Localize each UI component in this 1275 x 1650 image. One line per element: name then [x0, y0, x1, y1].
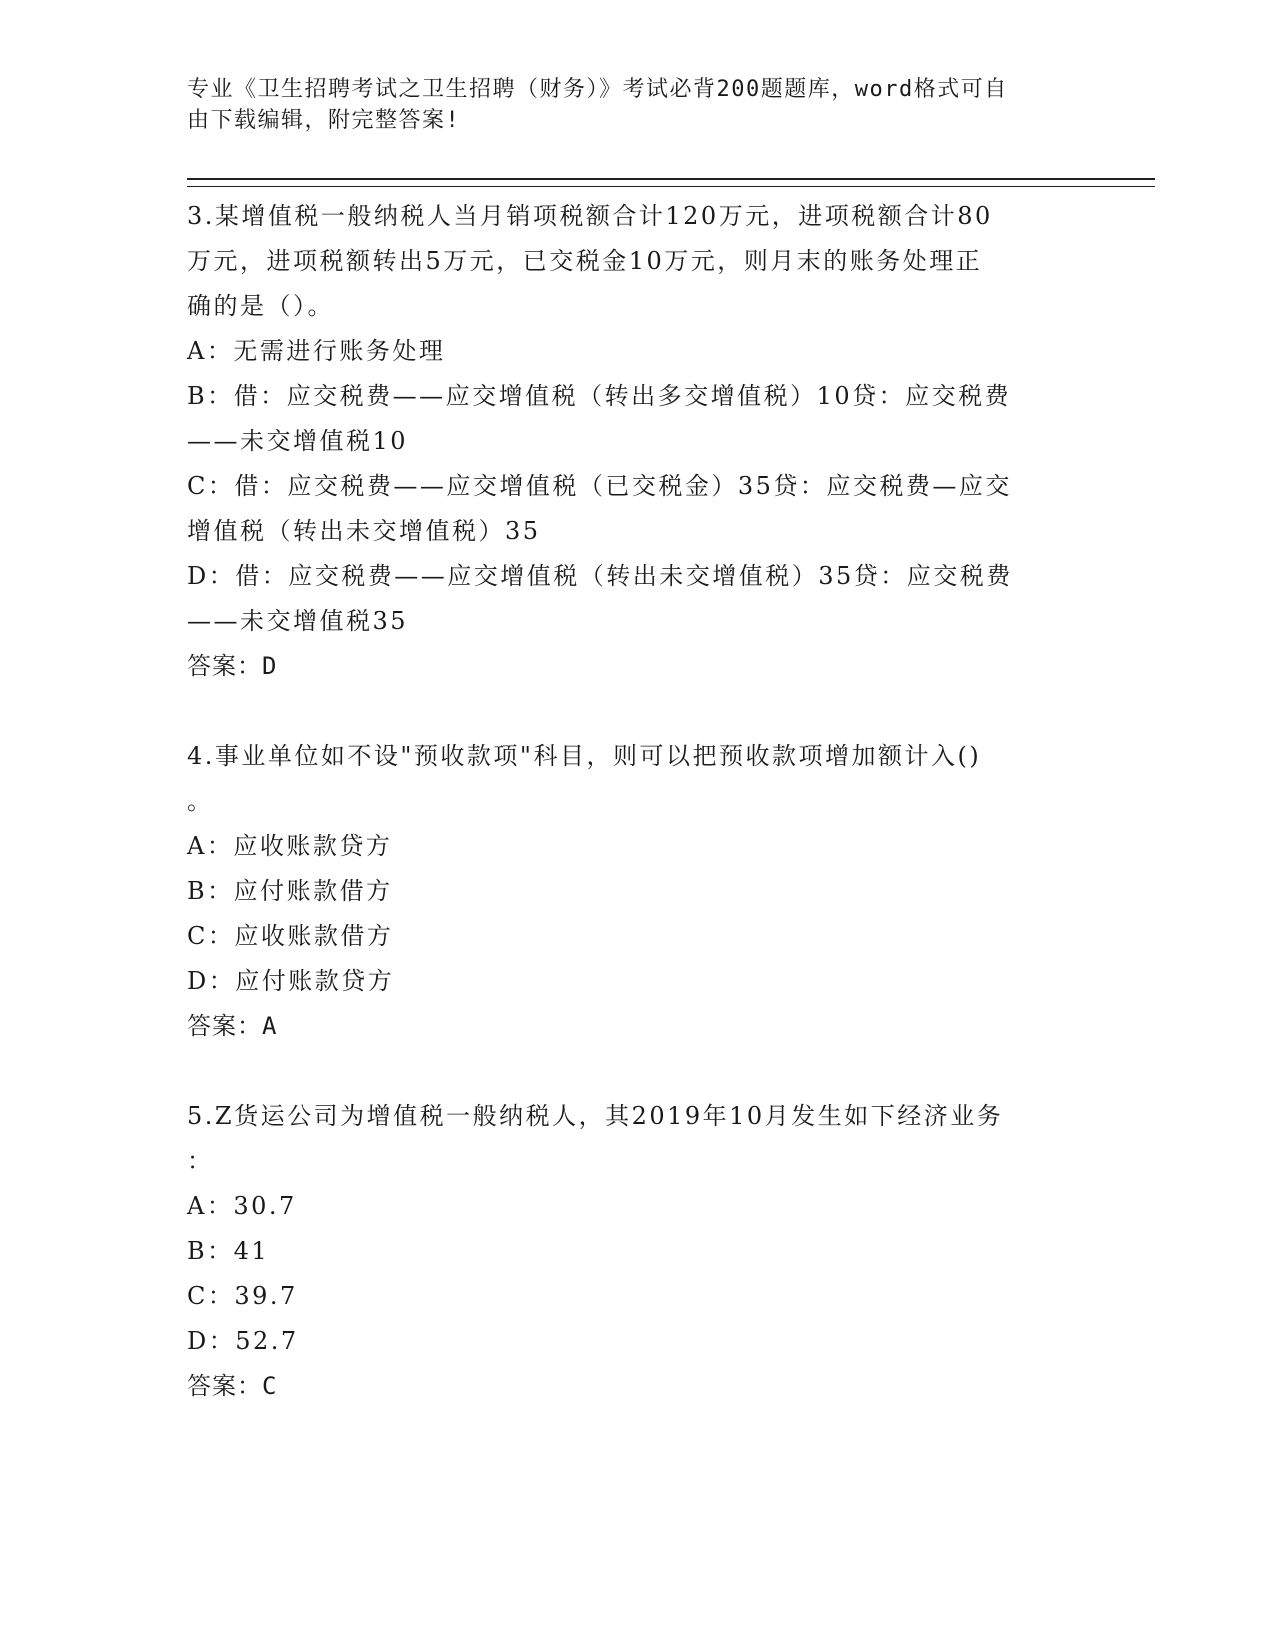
option-b: B：应付账款借方 — [187, 877, 393, 905]
option-d-cont: ——未交增值税35 — [187, 607, 409, 635]
option-b: B：借：应交税费——应交增值税（转出多交增值税）10贷：应交税费 — [187, 382, 1012, 410]
question-stem-line: 5.Z货运公司为增值税一般纳税人，其2019年10月发生如下经济业务 — [187, 1102, 1004, 1130]
option-c: C：应收账款借方 — [187, 922, 394, 950]
question-stem-line: ： — [187, 1147, 214, 1175]
option-d: D：52.7 — [187, 1327, 299, 1355]
option-c: C：借：应交税费——应交增值税（已交税金）35贷：应交税费—应交 — [187, 472, 1012, 500]
header-title-line-2: 由下载编辑，附完整答案! — [187, 108, 461, 133]
option-d: D：借：应交税费——应交增值税（转出未交增值税）35贷：应交税费 — [187, 562, 1013, 590]
answer-label: 答案：C — [187, 1372, 278, 1400]
option-c: C：39.7 — [187, 1282, 298, 1310]
question-gap — [187, 1049, 1087, 1094]
option-a: A：30.7 — [187, 1192, 297, 1220]
question-3 — [187, 194, 1087, 689]
document-header — [187, 74, 1087, 136]
answer-label: 答案：A — [187, 1012, 278, 1040]
option-b-cont: ——未交增值税10 — [187, 427, 409, 455]
option-a: A：无需进行账务处理 — [187, 337, 446, 365]
option-a: A：应收账款贷方 — [187, 832, 393, 860]
option-b: B：41 — [187, 1237, 270, 1265]
question-stem-line: 。 — [187, 787, 214, 815]
question-stem-line: 3.某增值税一般纳税人当月销项税额合计120万元，进项税额合计80 — [187, 202, 993, 230]
header-divider — [187, 178, 1155, 187]
option-c-cont: 增值税（转出未交增值税）35 — [187, 517, 541, 545]
question-stem-line: 万元，进项税额转出5万元，已交税金10万元，则月末的账务处理正 — [187, 247, 983, 275]
option-d: D：应付账款贷方 — [187, 967, 395, 995]
header-title-line-1: 专业《卫生招聘考试之卫生招聘（财务）》考试必背200题题库，word格式可自 — [187, 77, 1008, 102]
question-stem-line: 4.事业单位如不设"预收款项"科目，则可以把预收款项增加额计入() — [187, 742, 982, 770]
question-stem-line: 确的是（）。 — [187, 292, 334, 320]
question-gap — [187, 689, 1087, 734]
answer-label: 答案：D — [187, 652, 278, 680]
question-list — [187, 194, 1087, 1409]
question-5 — [187, 1094, 1087, 1409]
question-4 — [187, 734, 1087, 1049]
